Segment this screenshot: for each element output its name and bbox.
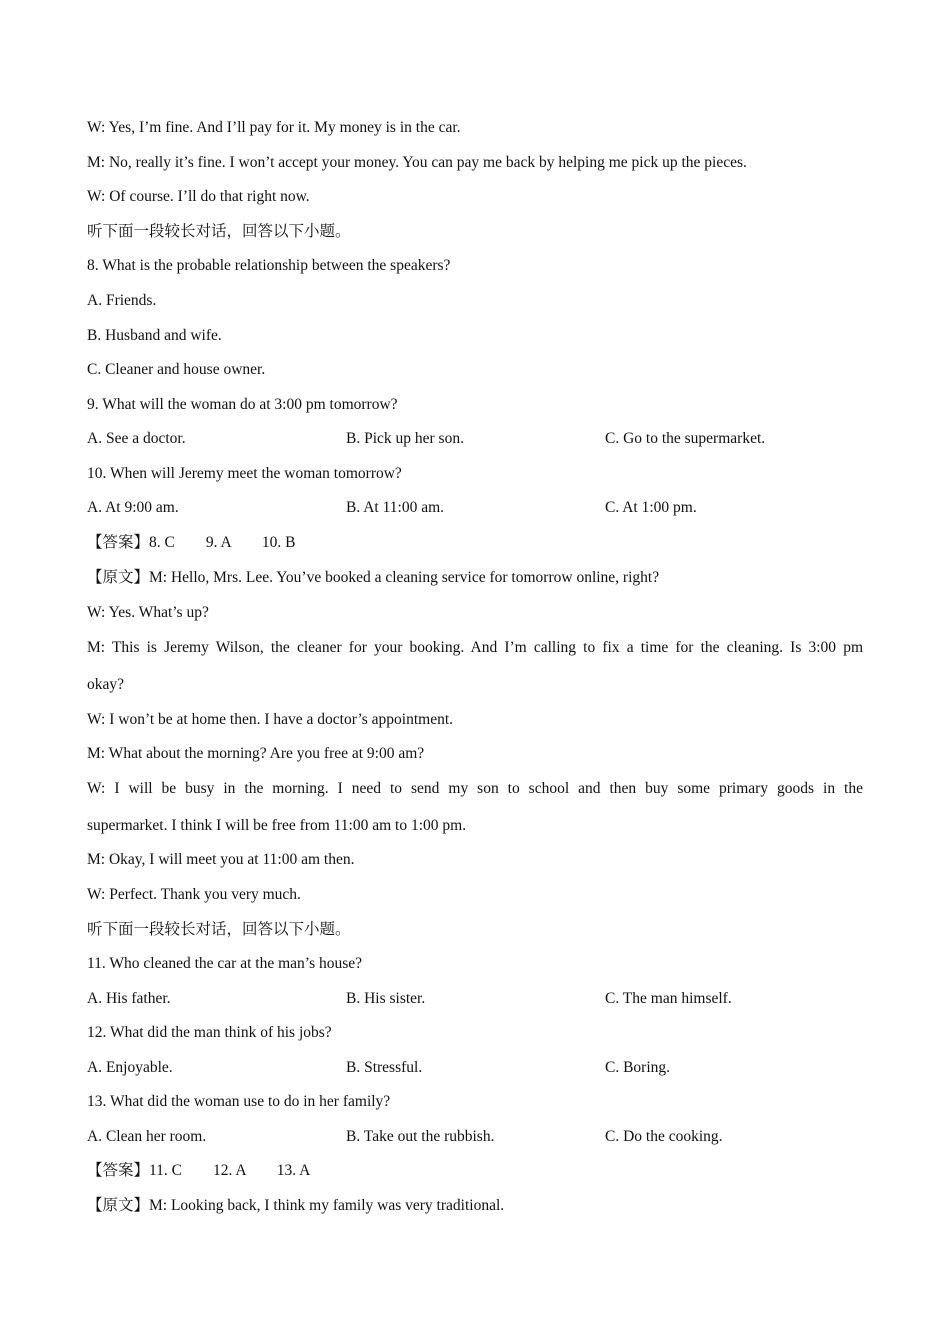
transcript-line: W: Yes. What’s up? xyxy=(87,604,209,621)
question-11-stem: 11. Who cleaned the car at the man’s house? xyxy=(87,955,363,972)
question-8-option-c: C. Cleaner and house owner. xyxy=(87,361,266,378)
transcript-line: 【原文】M: Hello, Mrs. Lee. You’ve booked a cleaning service for tomorrow online, right? xyxy=(87,569,660,586)
transcript-line: W: I won’t be at home then. I have a doctor’s appointment. xyxy=(87,711,454,728)
section-instruction: 听下面一段较长对话，回答以下小题。 xyxy=(87,223,351,240)
question-10-option-b: B. At 11:00 am. xyxy=(346,499,445,516)
transcript-line: M: Okay, I will meet you at 11:00 am then. xyxy=(87,851,355,868)
question-11-option-b: B. His sister. xyxy=(346,990,426,1007)
question-8-option-b: B. Husband and wife. xyxy=(87,327,222,344)
question-9-option-a: A. See a doctor. xyxy=(87,430,186,447)
question-10-option-a: A. At 9:00 am. xyxy=(87,499,179,516)
question-9-stem: 9. What will the woman do at 3:00 pm tomorrow? xyxy=(87,396,398,413)
transcript-line: M: What about the morning? Are you free at 9:00 am? xyxy=(87,745,425,762)
transcript-line: W: I will be busy in the morning. I need to send my son to school and then buy some primary goods in the xyxy=(87,780,863,797)
transcript-line: supermarket. I think I will be free from 11:00 am to 1:00 pm. xyxy=(87,817,467,834)
answer-key-1: 【答案】8. C 9. A 10. B xyxy=(87,534,296,551)
question-12-option-b: B. Stressful. xyxy=(346,1059,423,1076)
transcript-line: M: This is Jeremy Wilson, the cleaner for your booking. And I’m calling to fix a time for the cleaning. Is 3:00 pm xyxy=(87,639,863,656)
question-12-option-c: C. Boring. xyxy=(605,1059,671,1076)
question-11-option-c: C. The man himself. xyxy=(605,990,732,1007)
question-10-stem: 10. When will Jeremy meet the woman tomorrow? xyxy=(87,465,402,482)
question-8-option-a: A. Friends. xyxy=(87,292,157,309)
question-10-option-c: C. At 1:00 pm. xyxy=(605,499,697,516)
dialogue-line: W: Of course. I’ll do that right now. xyxy=(87,188,310,205)
question-13-stem: 13. What did the woman use to do in her family? xyxy=(87,1093,391,1110)
transcript-line: 【原文】M: Looking back, I think my family was very traditional. xyxy=(87,1197,505,1214)
transcript-line: okay? xyxy=(87,676,125,693)
question-9-option-c: C. Go to the supermarket. xyxy=(605,430,766,447)
question-13-option-a: A. Clean her room. xyxy=(87,1128,207,1145)
transcript-line: W: Perfect. Thank you very much. xyxy=(87,886,301,903)
question-8-stem: 8. What is the probable relationship between the speakers? xyxy=(87,257,451,274)
question-12-option-a: A. Enjoyable. xyxy=(87,1059,173,1076)
section-instruction: 听下面一段较长对话，回答以下小题。 xyxy=(87,921,351,938)
question-13-option-c: C. Do the cooking. xyxy=(605,1128,723,1145)
question-12-stem: 12. What did the man think of his jobs? xyxy=(87,1024,332,1041)
question-11-option-a: A. His father. xyxy=(87,990,171,1007)
dialogue-line: M: No, really it’s fine. I won’t accept your money. You can pay me back by helping me pick up the pieces. xyxy=(87,154,747,171)
question-9-option-b: B. Pick up her son. xyxy=(346,430,464,447)
question-13-option-b: B. Take out the rubbish. xyxy=(346,1128,495,1145)
dialogue-line: W: Yes, I’m fine. And I’ll pay for it. My money is in the car. xyxy=(87,119,461,136)
answer-key-2: 【答案】11. C 12. A 13. A xyxy=(87,1162,311,1179)
